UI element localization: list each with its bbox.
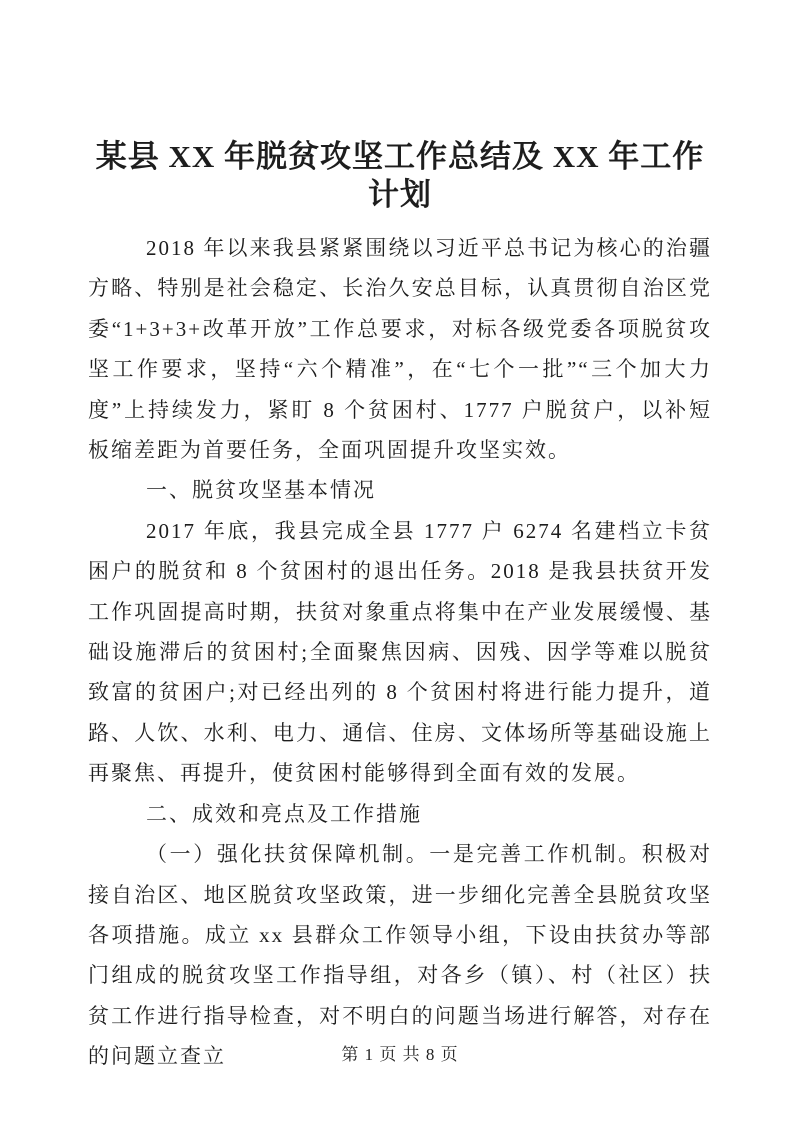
document-body <box>88 228 712 1077</box>
body-paragraph: 2018 年以来我县紧紧围绕以习近平总书记为核心的治疆方略、特别是社会稳定、长治久安总目标，认真贯彻自治区党委“1+3+3+改革开放”工作总要求，对标各级党委各项脱贫攻坚工作要求，坚持“六个精准”，在“七个一批”“三个加大力度”上持续发力，紧盯 8 个贫困村、1777 户脱贫户，以补短板缩差距为首要任务，全面巩固提升攻坚实效。 <box>88 236 712 463</box>
body-paragraph: （一）强化扶贫保障机制。一是完善工作机制。积极对接自治区、地区脱贫攻坚政策，进一步细化完善全县脱贫攻坚各项措施。成立 xx 县群众工作领导小组，下设由扶贫办等部门组成的脱贫攻坚工作指导组，对各乡（镇）、村（社区）扶贫工作进行指导检查，对不明白的问题当场进行解答，对存在的问题立查立 <box>88 842 712 1069</box>
page-footer <box>0 1040 800 1065</box>
document-title: 某县 XX 年脱贫攻坚工作总结及 XX 年工作计划 <box>95 139 705 212</box>
section-heading: 二、成效和亮点及工作措施 <box>146 801 422 826</box>
section-heading: 一、脱贫攻坚基本情况 <box>146 478 376 503</box>
body-paragraph: 2017 年底，我县完成全县 1777 户 6274 名建档立卡贫困户的脱贫和 8 个贫困村的退出任务。2018 是我县扶贫开发工作巩固提高时期，扶贫对象重点将集中在产业发展缓慢、基础设施滞后的贫困村;全面聚焦因病、因残、因学等难以脱贫致富的贫困户;对已经出列的 8 个贫困村将进行能力提升，道路、人饮、水利、电力、通信、住房、文体场所等基础设施上再聚焦、再提升，使贫困村能够得到全面有效的发展。 <box>88 518 712 786</box>
page-number: 第 1 页 共 8 页 <box>341 1045 459 1064</box>
